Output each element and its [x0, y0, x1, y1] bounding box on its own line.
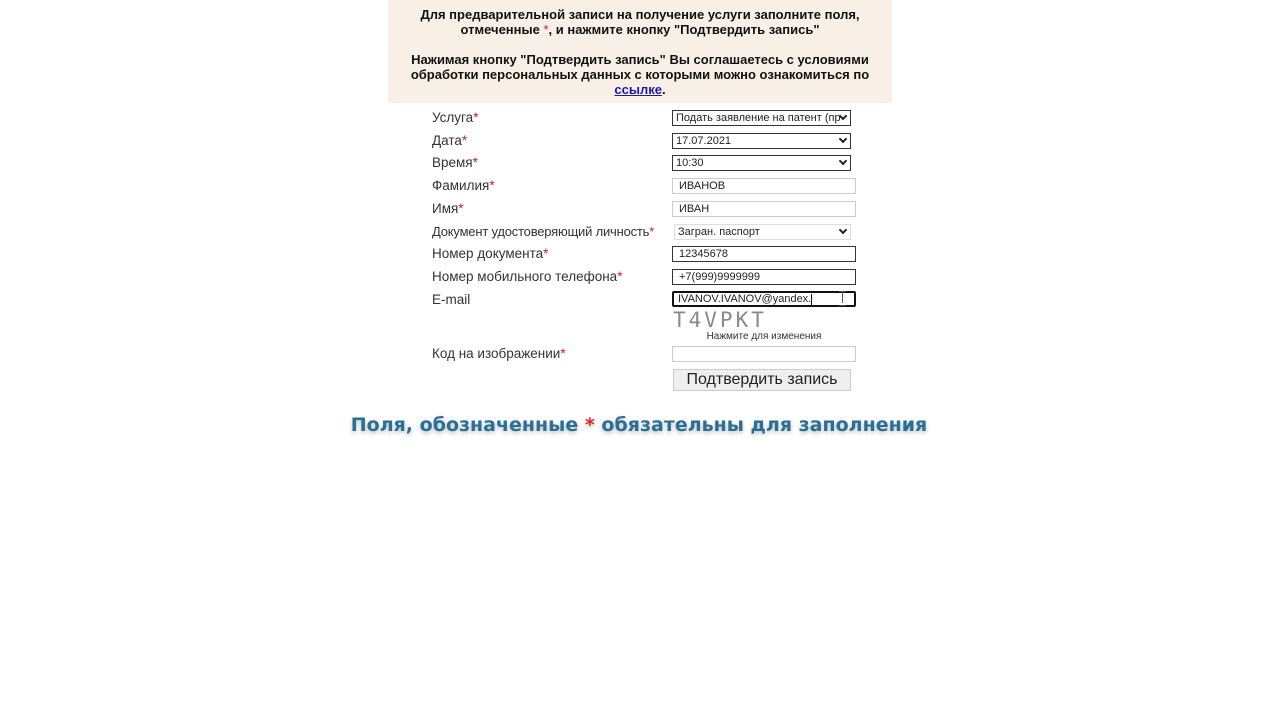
required-asterisk: *: [461, 133, 468, 148]
required-asterisk: *: [543, 246, 549, 261]
captcha-code-label-text: Код на изображении: [432, 346, 561, 361]
ibeam-cursor-icon: [839, 291, 846, 304]
notice-consent: [388, 52, 892, 97]
email-label: E-mail: [432, 292, 471, 307]
notice-line-1c: , и нажмите кнопку "Подтвердить запись": [548, 22, 820, 37]
chevron-down-icon: [839, 226, 847, 234]
service-select[interactable]: [672, 110, 851, 126]
required-asterisk: *: [560, 346, 566, 361]
captcha-code-label: [432, 346, 566, 362]
captcha-image[interactable]: T4VPKT: [673, 308, 767, 332]
service-label-text: Услуга: [432, 110, 474, 125]
service-value: Подать заявление на патент (пр: [676, 112, 841, 124]
captcha-code-input[interactable]: [672, 346, 856, 362]
surname-label-text: Фамилия: [432, 178, 490, 193]
footer-text-a: Поля, обозначенные: [350, 414, 585, 436]
document-number-value: 12345678: [679, 248, 728, 260]
consent-end: .: [661, 82, 666, 97]
text-caret: [811, 294, 812, 305]
mobile-input[interactable]: [672, 269, 856, 285]
surname-label: [432, 178, 495, 194]
captcha-refresh-hint[interactable]: Нажмите для изменения: [706, 331, 822, 342]
id-document-value: Загран. паспорт: [678, 226, 760, 238]
required-asterisk: *: [543, 22, 549, 37]
footer-text-b: обязательны для заполнения: [594, 414, 928, 436]
email-value: IVANOV.IVANOV@yandex.: [678, 293, 812, 305]
privacy-link[interactable]: ссылке: [614, 82, 662, 97]
required-asterisk: *: [584, 414, 595, 436]
date-label: [432, 133, 467, 149]
notice-line-1: Для предварительной записи на получение услуги заполните поля,: [420, 7, 860, 22]
id-document-label: [432, 224, 654, 240]
confirm-booking-button[interactable]: Подтвердить запись: [673, 369, 851, 391]
document-number-input[interactable]: [672, 246, 856, 262]
required-asterisk: *: [473, 110, 479, 125]
required-asterisk: *: [458, 201, 464, 216]
name-label-text: Имя: [432, 201, 459, 216]
time-label: [432, 155, 478, 171]
email-input[interactable]: [672, 291, 856, 307]
notice-instructions: [388, 7, 892, 37]
required-asterisk: *: [649, 224, 655, 239]
required-fields-note: [0, 414, 1278, 436]
consent-text: Нажимая кнопку "Подтвердить запись" Вы соглашаетесь с условиями обработки персональных данных с которыми можно ознакомиться по: [410, 52, 870, 82]
required-asterisk: *: [617, 269, 623, 284]
service-label: [432, 110, 478, 126]
document-number-label: [432, 246, 548, 262]
mobile-label: [432, 269, 622, 285]
required-asterisk: *: [489, 178, 495, 193]
time-label-text: Время: [432, 155, 473, 170]
time-select[interactable]: [672, 155, 851, 171]
info-notice: [388, 0, 892, 103]
chevron-down-icon: [839, 135, 847, 143]
document-number-label-text: Номер документа: [432, 246, 544, 261]
notice-line-1b: отмеченные: [460, 22, 544, 37]
time-value: 10:30: [676, 157, 704, 169]
surname-value: ИВАНОВ: [679, 180, 726, 192]
mobile-value: +7(999)9999999: [679, 271, 761, 283]
name-input[interactable]: [672, 201, 856, 217]
id-document-select[interactable]: [674, 224, 851, 240]
date-select[interactable]: [672, 133, 851, 149]
name-value: ИВАН: [679, 203, 710, 215]
surname-input[interactable]: [672, 178, 856, 194]
name-label: [432, 201, 464, 217]
id-document-label-text: Документ удостоверяющий личность: [432, 224, 650, 239]
chevron-down-icon: [839, 157, 847, 165]
date-label-text: Дата: [432, 133, 462, 148]
required-asterisk: *: [472, 155, 478, 170]
mobile-label-text: Номер мобильного телефона: [432, 269, 618, 284]
date-value: 17.07.2021: [676, 135, 732, 147]
